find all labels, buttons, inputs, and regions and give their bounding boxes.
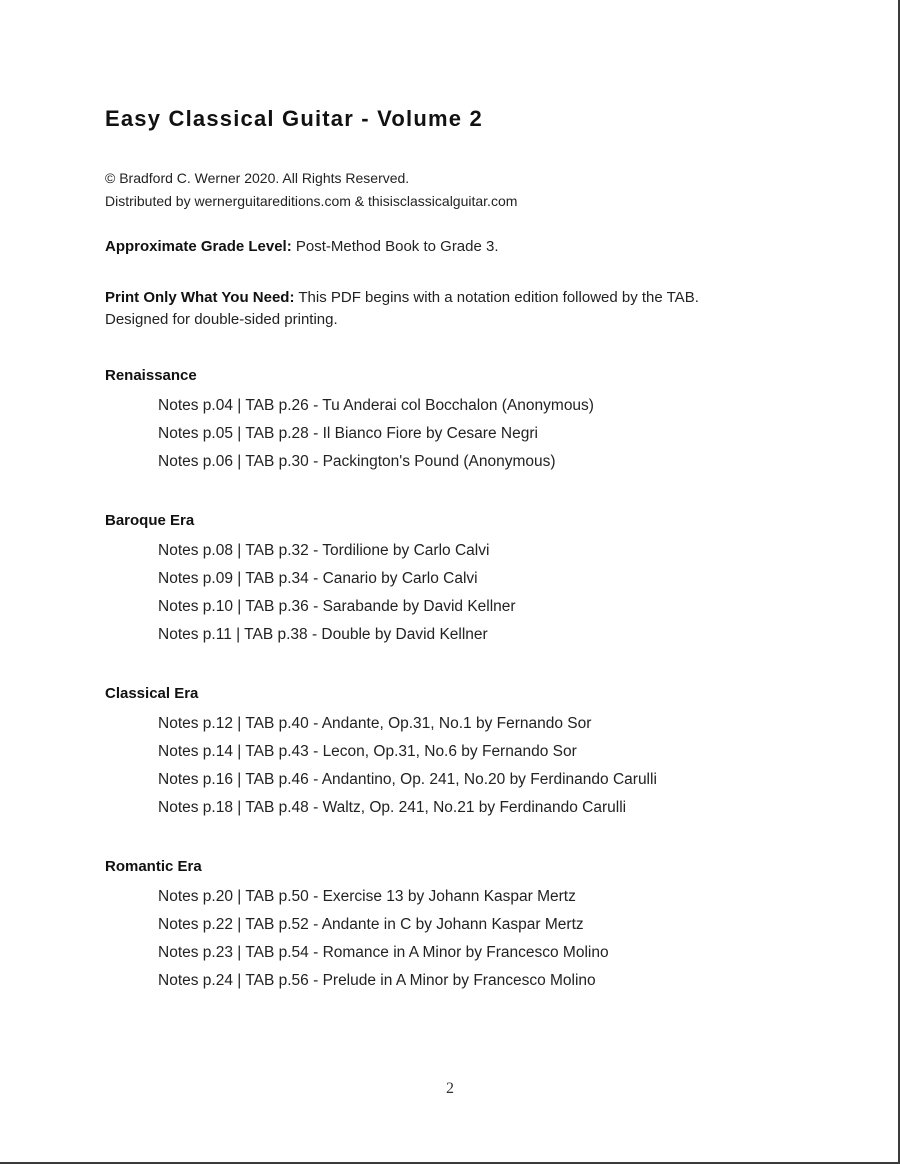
list-item: Notes p.08 | TAB p.32 - Tordilione by Carlo Calvi [158,542,490,559]
list-item: Notes p.04 | TAB p.26 - Tu Anderai col Bocchalon (Anonymous) [158,397,594,414]
print-label: Print Only What You Need: [105,289,295,306]
section-classical [105,683,865,822]
list-item: Notes p.14 | TAB p.43 - Lecon, Op.31, No.6 by Fernando Sor [158,743,577,760]
distributed-line: Distributed by wernerguitareditions.com & thisisclassicalguitar.com [105,193,518,209]
list-item: Notes p.18 | TAB p.48 - Waltz, Op. 241, No.21 by Ferdinando Carulli [158,799,627,816]
list-item: Notes p.23 | TAB p.54 - Romance in A Minor by Francesco Molino [158,944,609,961]
document-page [105,104,865,995]
print-line-2: Designed for double-sided printing. [105,311,338,328]
list-item: Notes p.09 | TAB p.34 - Canario by Carlo Calvi [158,570,478,587]
document-title: Easy Classical Guitar - Volume 2 [105,106,483,131]
list-item: Notes p.11 | TAB p.38 - Double by David Kellner [158,626,488,643]
section-heading: Baroque Era [105,512,195,529]
list-item: Notes p.12 | TAB p.40 - Andante, Op.31, No.1 by Fernando Sor [158,715,592,732]
print-note [105,287,865,331]
list-item: Notes p.16 | TAB p.46 - Andantino, Op. 241, No.20 by Ferdinando Carulli [158,771,657,788]
list-item: Notes p.06 | TAB p.30 - Packington's Pound (Anonymous) [158,453,556,470]
section-heading: Renaissance [105,367,197,384]
list-item: Notes p.24 | TAB p.56 - Prelude in A Minor by Francesco Molino [158,972,596,989]
copyright-line: © Bradford C. Werner 2020. All Rights Reserved. [105,170,410,186]
section-heading: Classical Era [105,685,199,702]
section-romantic [105,856,865,995]
section-renaissance [105,365,865,476]
list-item: Notes p.05 | TAB p.28 - Il Bianco Fiore by Cesare Negri [158,425,538,442]
meta-block [105,167,865,213]
section-baroque [105,510,865,649]
list-item: Notes p.20 | TAB p.50 - Exercise 13 by Johann Kaspar Mertz [158,888,576,905]
grade-label: Approximate Grade Level: [105,238,292,255]
print-line-1: This PDF begins with a notation edition followed by the TAB. [294,289,699,306]
page-number: 2 [446,1080,454,1097]
list-item: Notes p.22 | TAB p.52 - Andante in C by Johann Kaspar Mertz [158,916,584,933]
grade-value: Post-Method Book to Grade 3. [291,238,499,255]
section-heading: Romantic Era [105,858,202,875]
grade-level [105,236,865,258]
list-item: Notes p.10 | TAB p.36 - Sarabande by David Kellner [158,598,516,615]
